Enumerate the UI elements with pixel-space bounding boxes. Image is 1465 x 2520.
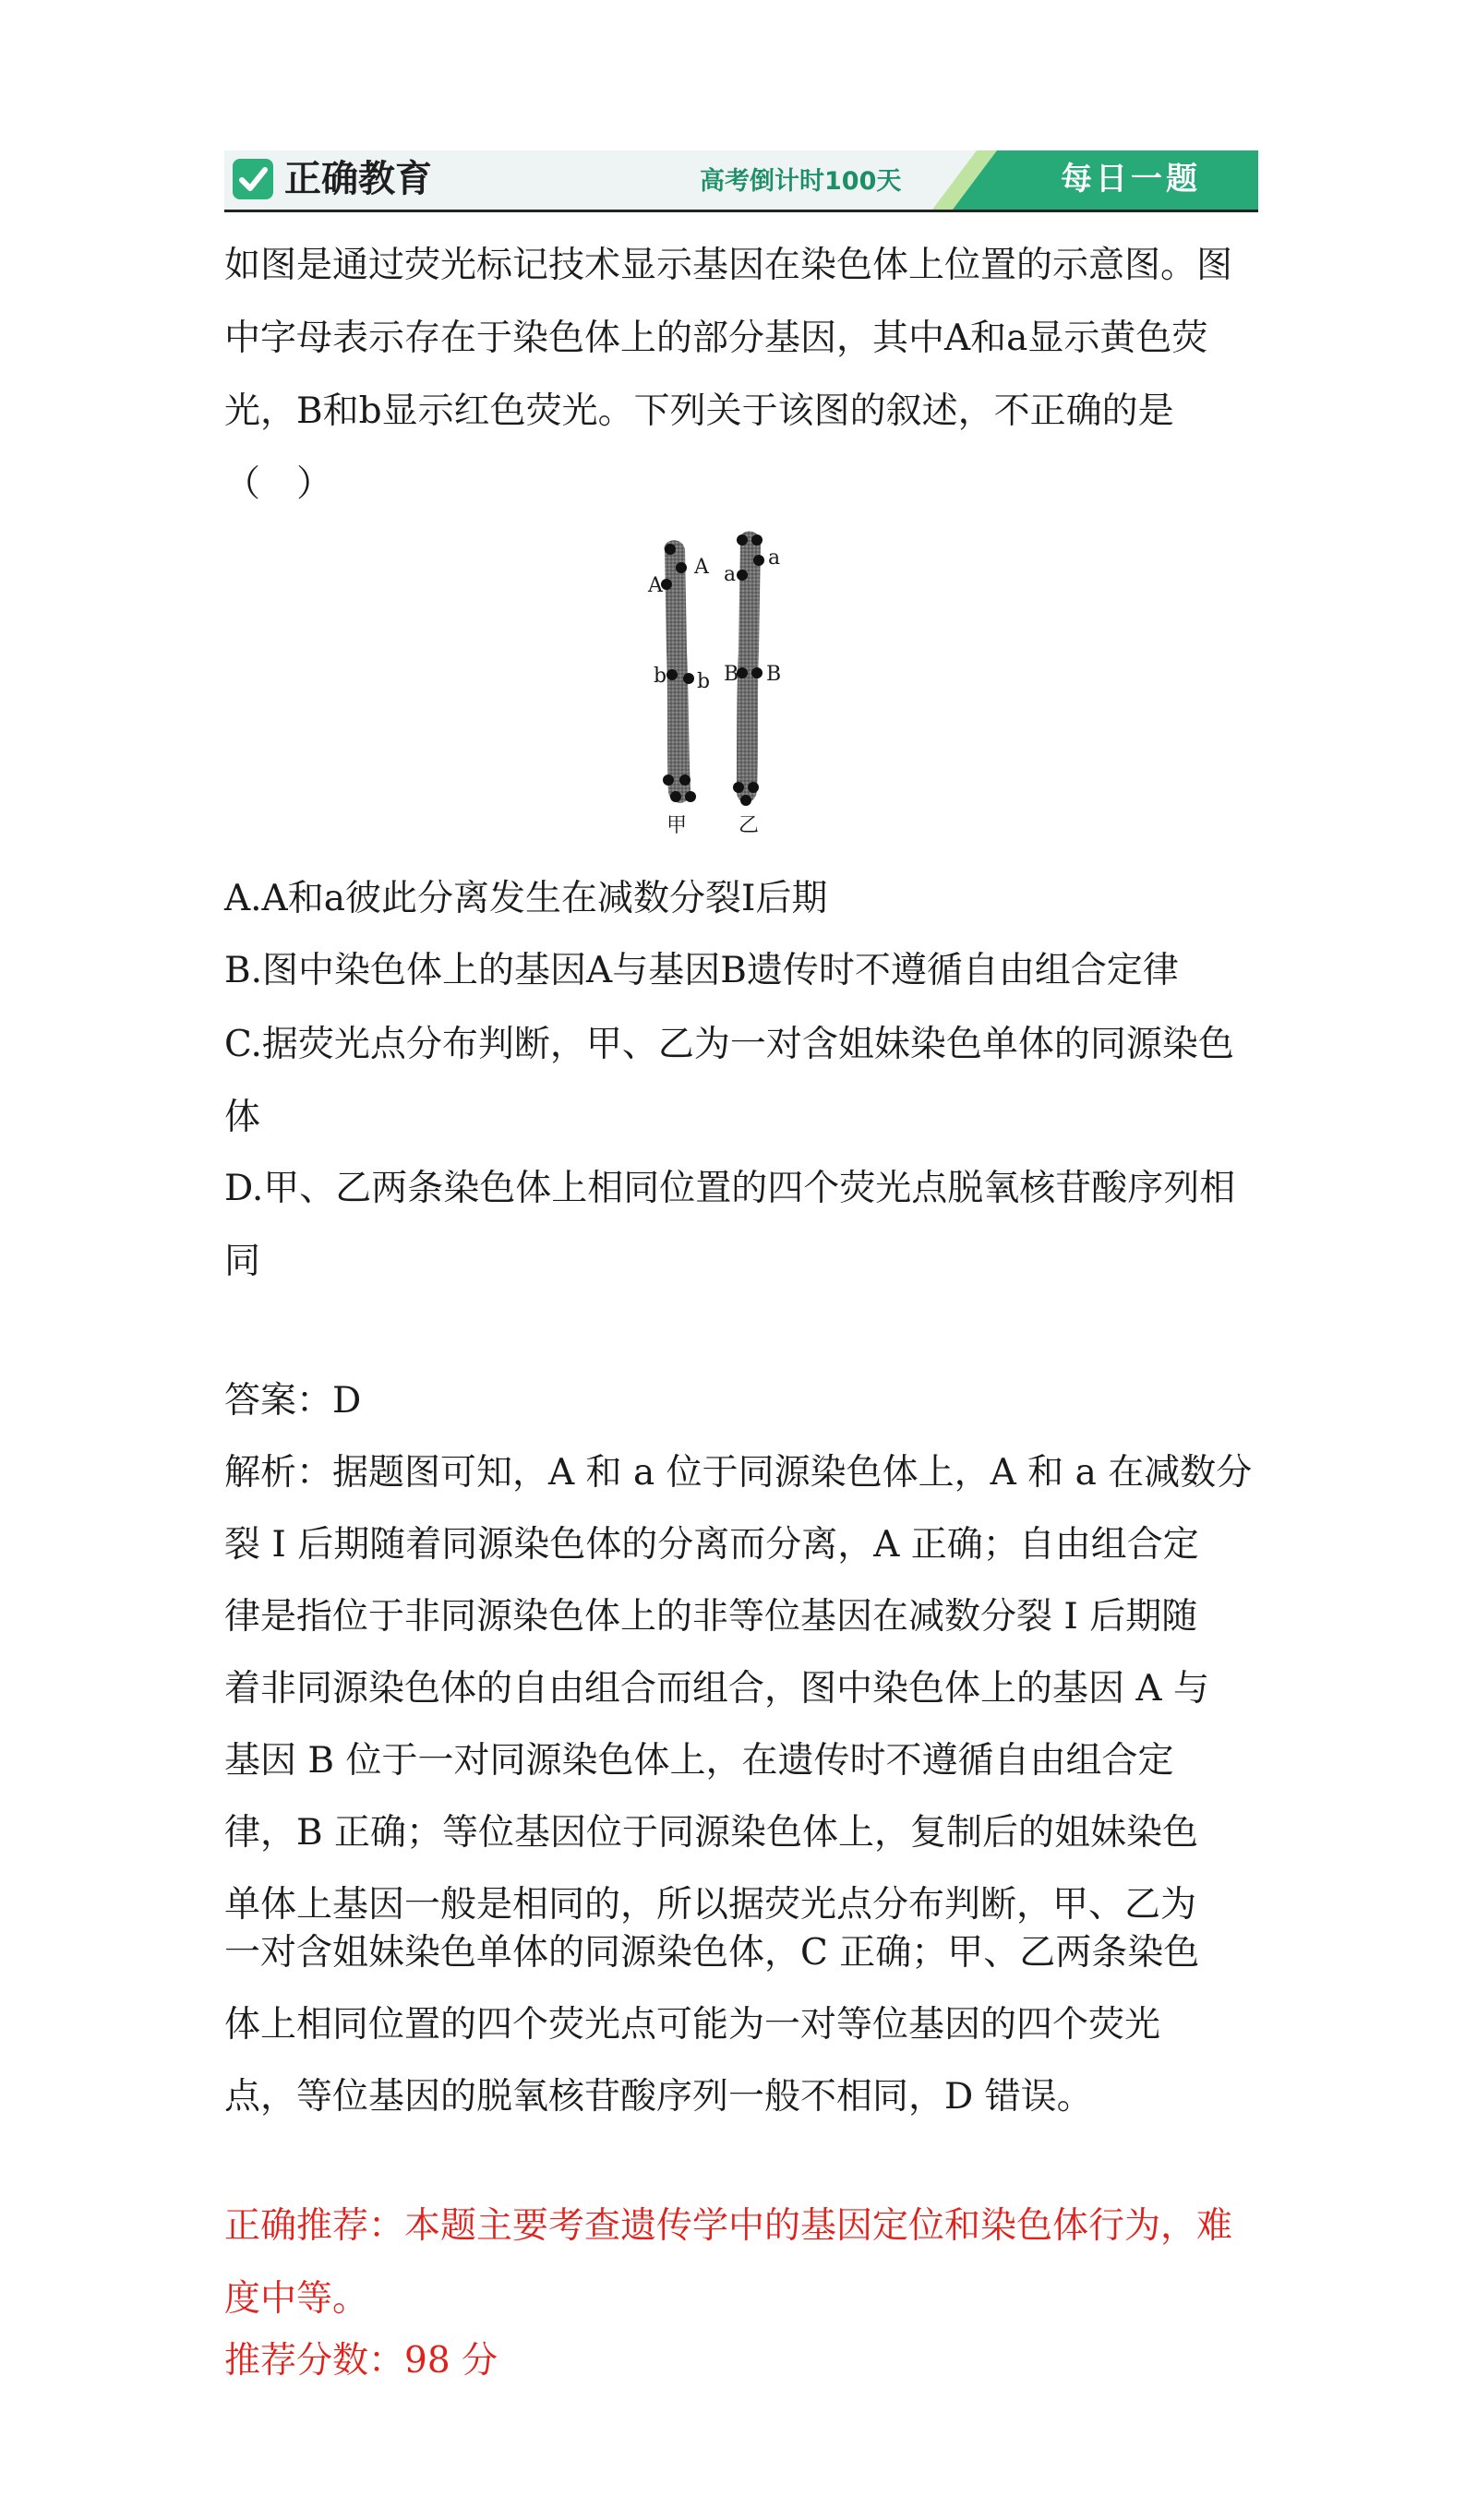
chromosome-name-yi: 乙: [739, 814, 760, 837]
fluorescent-dot: [751, 534, 763, 546]
recommendation-score: 推荐分数：98 分: [224, 2340, 498, 2382]
analysis-line: 律是指位于非同源染色体上的非等位基因在减数分裂 I 后期随: [224, 1596, 1198, 1638]
recommendation-text: 正确推荐：本题主要考查遗传学中的基因定位和染色体行为，难度中等。: [224, 2205, 1233, 2320]
analysis-line: 裂 I 后期随着同源染色体的分离而分离，A 正确；自由组合定: [224, 1524, 1199, 1566]
question-text: 如图是通过荧光标记技术显示基因在染色体上位置的示意图。图中字母表示存在于染色体上的部分基因，其中A和a显示黄色荧光，B和b显示红色荧光。下列关于该图的叙述，不正确的是（ ）: [224, 245, 1233, 505]
fluorescent-dot: [740, 795, 751, 806]
analysis-line: 基因 B 位于一对同源染色体上，在遗传时不遵循自由组合定: [224, 1740, 1174, 1782]
analysis-line: 体上相同位置的四个荧光点可能为一对等位基因的四个荧光: [224, 2004, 1161, 2046]
option-b: B.图中染色体上的基因A与基因B遗传时不遵循自由组合定律: [224, 950, 1179, 991]
gene-label: b: [697, 670, 711, 693]
fluorescent-dot: [737, 534, 748, 546]
fluorescent-dot: [748, 782, 759, 793]
analysis-line: 解析：据题图可知，A 和 a 位于同源染色体上，A 和 a 在减数分: [224, 1452, 1253, 1494]
check-logo-icon: [233, 159, 273, 199]
answer-label: 答案：D: [224, 1380, 362, 1422]
fluorescent-dot: [753, 555, 764, 566]
daily-question-label: 每日一题: [1061, 161, 1201, 198]
analysis-line: 着非同源染色体的自由组合而组合，图中染色体上的基因 A 与: [224, 1668, 1209, 1710]
gene-label: a: [724, 563, 737, 586]
fluorescent-dot: [670, 791, 681, 802]
gene-label: A: [694, 556, 709, 579]
chromosome-name-jia: 甲: [666, 814, 688, 837]
analysis-line: 点，等位基因的脱氧核苷酸序列一般不相同，D 错误。: [224, 2076, 1093, 2118]
fluorescent-dot: [685, 791, 696, 802]
gene-label: b: [654, 665, 667, 688]
countdown-text: 高考倒计时100天: [700, 167, 902, 196]
brand-name: 正确教育: [284, 158, 432, 200]
fluorescent-dot: [751, 667, 763, 678]
option-c: C.据荧光点分布判断，甲、乙为一对含姐妹染色单体的同源染色体: [224, 1024, 1234, 1138]
gene-label: B: [724, 663, 739, 686]
header-divider: [224, 210, 1258, 212]
fluorescent-dot: [665, 544, 676, 555]
gene-label: B: [766, 663, 782, 686]
fluorescent-dot: [679, 774, 690, 786]
fluorescent-dot: [683, 673, 694, 684]
fluorescent-dot: [663, 774, 674, 786]
analysis-line: 律，B 正确；等位基因位于同源染色体上，复制后的姐妹染色: [224, 1812, 1199, 1854]
chromosome-figure: [628, 512, 849, 840]
fluorescent-dot: [676, 562, 687, 573]
fluorescent-dot: [733, 782, 744, 793]
option-d: D.甲、乙两条染色体上相同位置的四个荧光点脱氧核苷酸序列相同: [224, 1168, 1236, 1282]
gene-label: A: [648, 574, 663, 597]
analysis-line: 一对含姐妹染色单体的同源染色体，C 正确；甲、乙两条染色: [224, 1932, 1200, 1974]
gene-label: a: [768, 546, 781, 570]
fluorescent-dot: [737, 570, 748, 581]
option-a: A.A和a彼此分离发生在减数分裂I后期: [224, 878, 828, 919]
analysis-line: 单体上基因一般是相同的，所以据荧光点分布判断，甲、乙为: [224, 1884, 1197, 1926]
fluorescent-dot: [666, 669, 678, 680]
